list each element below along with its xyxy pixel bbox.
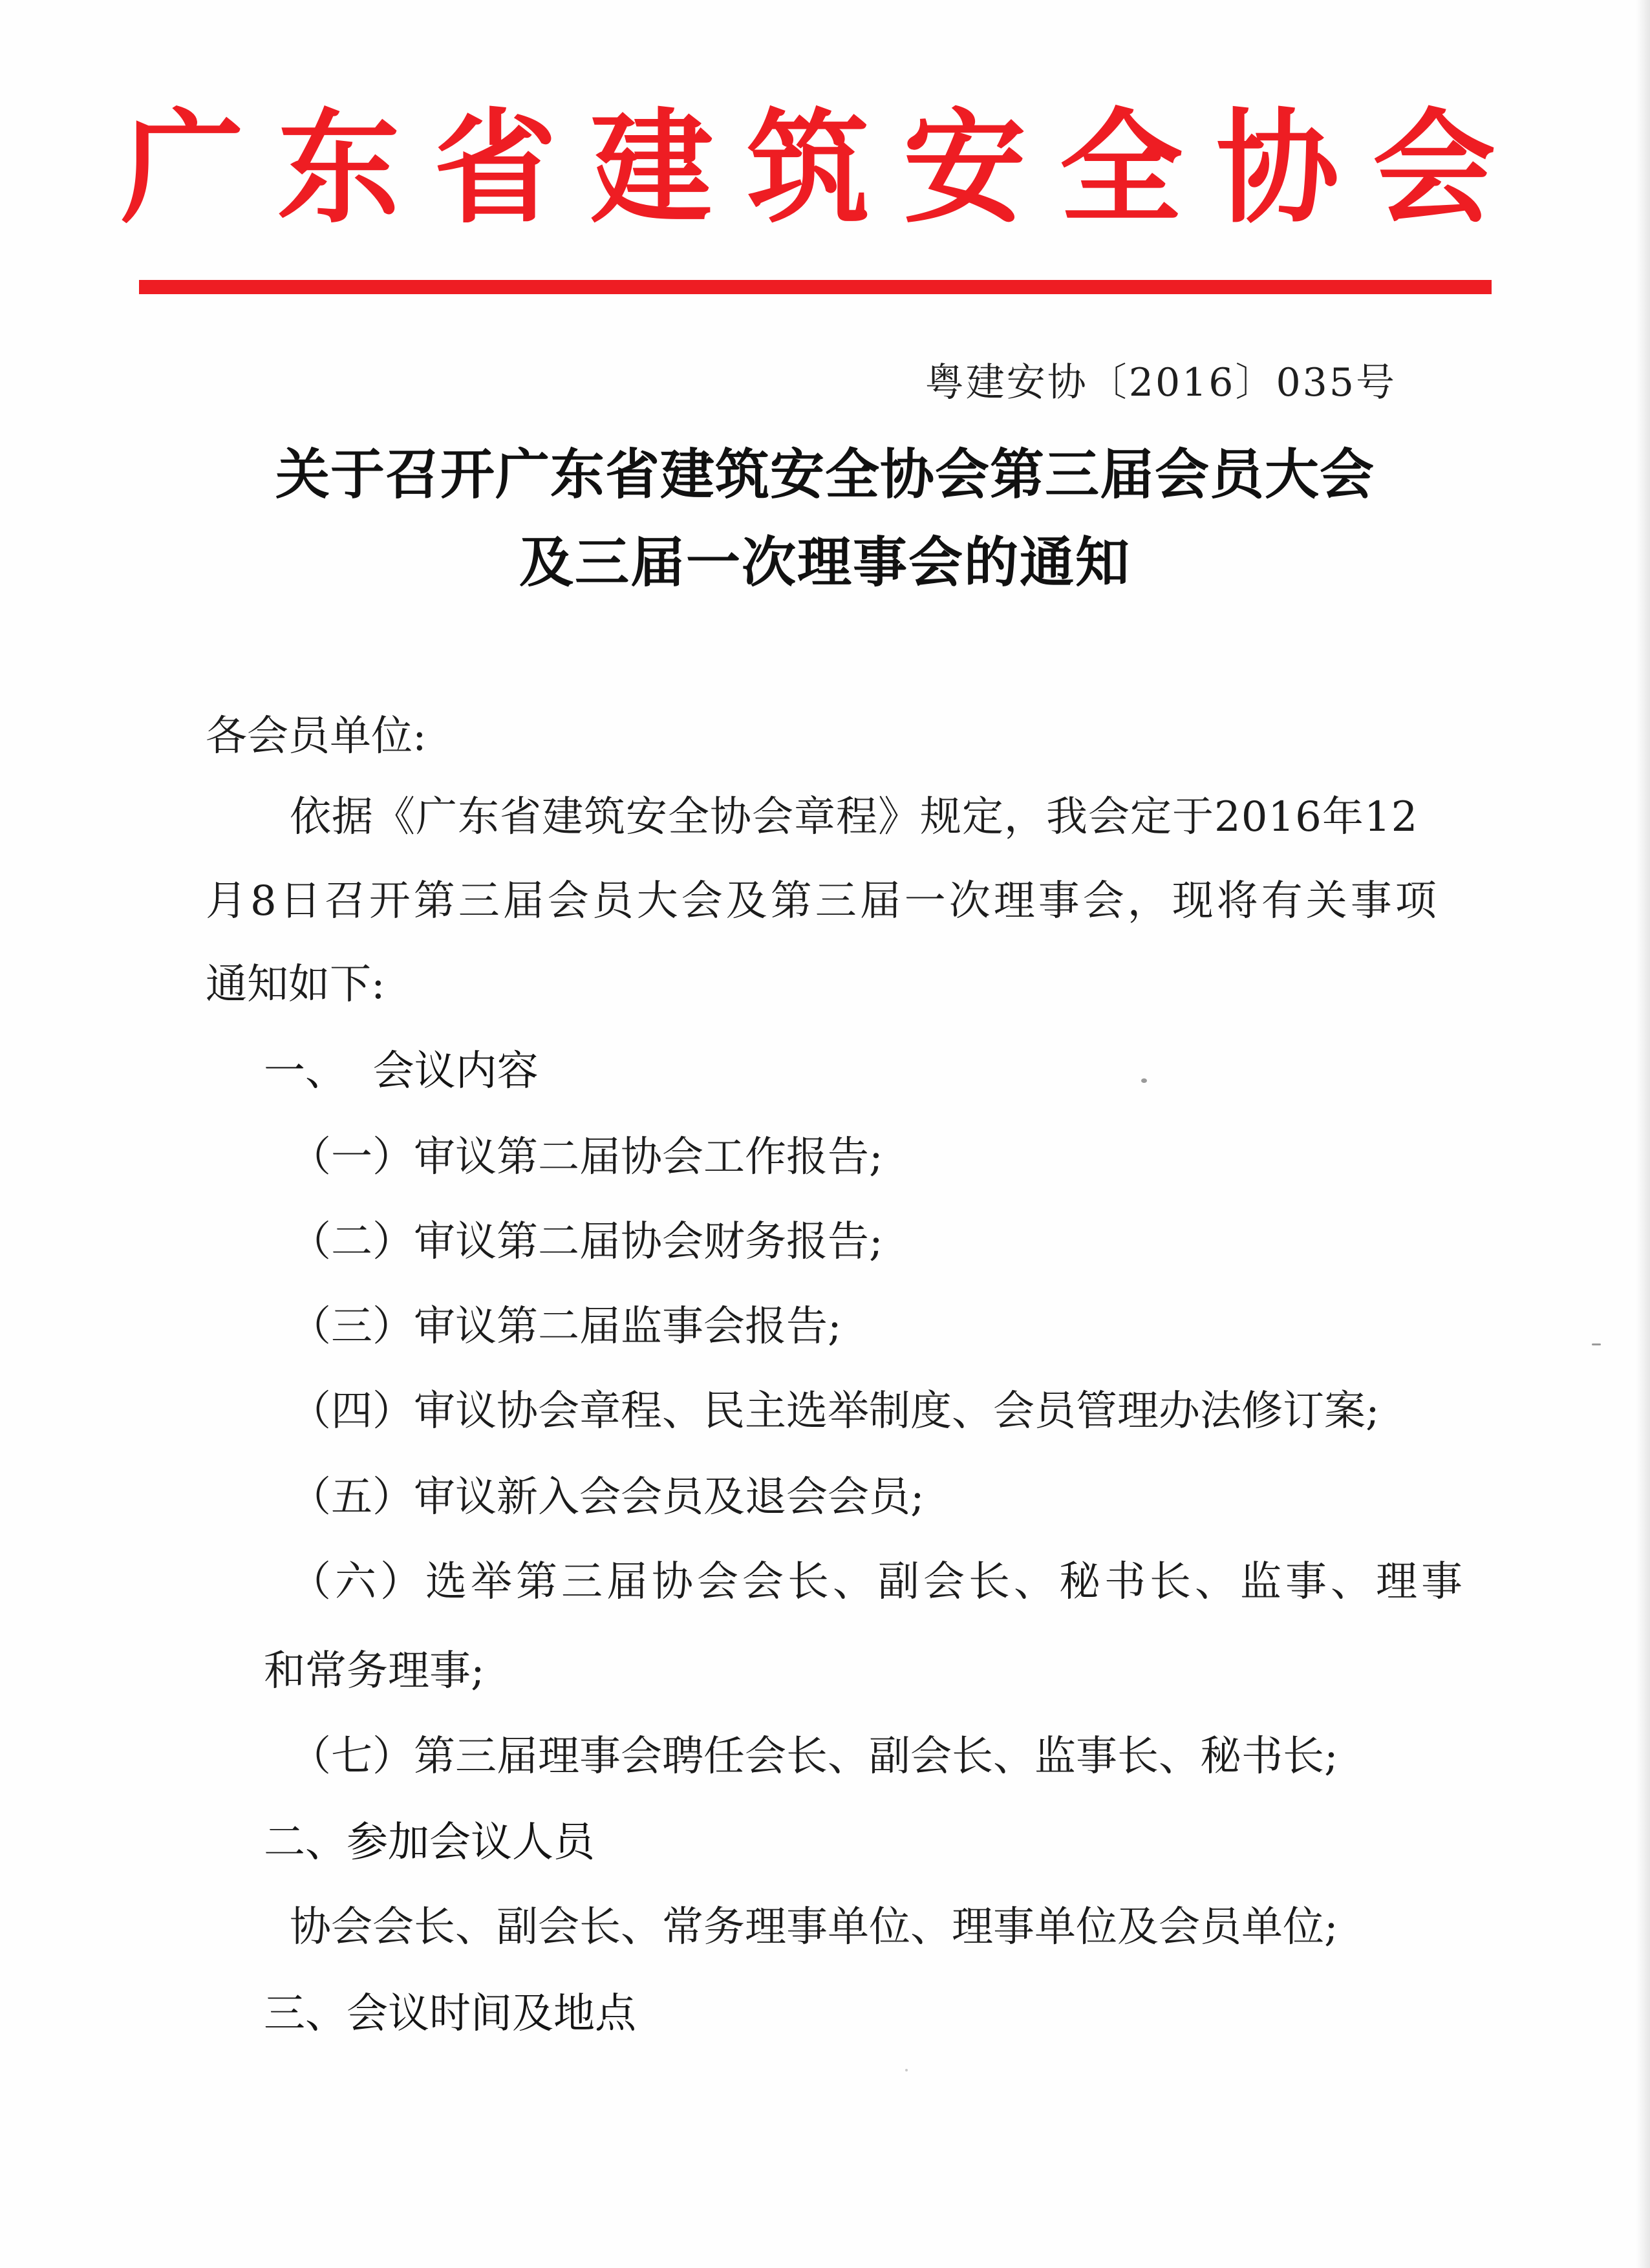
agenda-item-1: （一）审议第二届协会工作报告; [290, 1133, 883, 1181]
section-3-heading: 三、会议时间及地点 [264, 1990, 636, 2038]
scan-speck [1592, 1343, 1601, 1345]
agenda-item-6-continued: 和常务理事; [264, 1647, 485, 1695]
salutation: 各会员单位: [206, 712, 427, 760]
section-2-text: 协会会长、副会长、常务理事单位、理事单位及会员单位; [290, 1903, 1338, 1951]
scan-edge-shadow [1636, 0, 1650, 2268]
intro-line-2: 月8日召开第三届会员大会及第三届一次理事会，现将有关事项 [206, 877, 1440, 925]
intro-line-3: 通知如下: [206, 961, 385, 1009]
agenda-item-3: （三）审议第二届监事会报告; [290, 1303, 842, 1351]
agenda-item-2: （二）审议第二届协会财务报告; [290, 1218, 883, 1266]
intro-line-1: 依据《广东省建筑安全协会章程》规定，我会定于2016年12 [290, 793, 1419, 841]
scan-speck [1141, 1078, 1147, 1083]
agenda-item-4: （四）审议协会章程、民主选举制度、会员管理办法修订案; [290, 1387, 1380, 1435]
scan-speck [905, 2069, 908, 2071]
section-1-heading: 一、 会议内容 [264, 1047, 539, 1095]
agenda-item-6: （六）选举第三届协会会长、副会长、秘书长、监事、理事 [290, 1558, 1466, 1606]
section-2-heading: 二、参加会议人员 [264, 1819, 595, 1867]
letterhead-title: 广东省建筑安全协会 [120, 96, 1529, 240]
letterhead-red-rule [139, 280, 1492, 294]
document-title-line-1: 关于召开广东省建筑安全协会第三届会员大会 [275, 442, 1375, 506]
document-number: 粤建安协〔2016〕035号 [925, 360, 1397, 405]
agenda-item-7: （七）第三届理事会聘任会长、副会长、监事长、秘书长; [290, 1733, 1338, 1781]
agenda-item-5: （五）审议新入会会员及退会会员; [290, 1473, 925, 1521]
document-title-line-2: 及三届一次理事会的通知 [519, 530, 1131, 594]
